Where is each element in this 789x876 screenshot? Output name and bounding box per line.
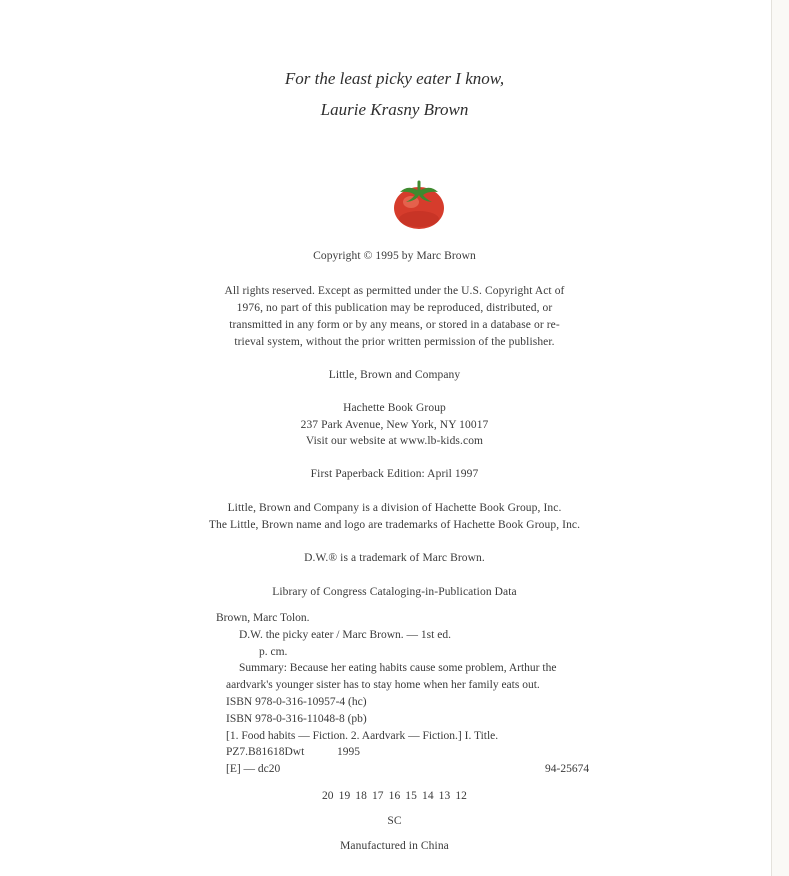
cip-heading: Library of Congress Cataloging-in-Publication Data [272, 586, 517, 598]
cip-isbn-pb: ISBN 978-0-316-11048-8 (pb) [226, 713, 367, 725]
division-line-1: Little, Brown and Company is a division of Hachette Book Group, Inc. [227, 502, 562, 514]
address-line-1: Hachette Book Group [343, 402, 446, 414]
rights-line-1: All rights reserved. Except as permitted under the U.S. Copyright Act of [224, 285, 565, 297]
cip-isbn-hc: ISBN 978-0-316-10957-4 (hc) [226, 696, 367, 708]
publisher-name: Little, Brown and Company [328, 369, 461, 381]
manufactured-line: Manufactured in China [340, 840, 449, 852]
cip-summary-1: Summary: Because her eating habits cause some problem, Arthur the [239, 662, 557, 674]
tomato-icon [388, 172, 450, 232]
dedication-line-2: Laurie Krasny Brown [320, 100, 469, 119]
cip-pages: p. cm. [259, 646, 288, 658]
cip-lccn: 94-25674 [545, 763, 590, 775]
address-line-2: 237 Park Avenue, New York, NY 10017 [300, 419, 489, 431]
printing-line: 20 19 18 17 16 15 14 13 12 [321, 790, 468, 802]
printer-code: SC [387, 815, 402, 827]
trademark-line: D.W.® is a trademark of Marc Brown. [304, 552, 485, 564]
rights-line-3: transmitted in any form or by any means, or stored in a database or re- [229, 319, 560, 331]
cip-title: D.W. the picky eater / Marc Brown. — 1st ed. [239, 629, 451, 641]
copyright-line: Copyright © 1995 by Marc Brown [313, 250, 476, 262]
website-line: Visit our website at www.lb-kids.com [305, 435, 484, 447]
division-line-2: The Little, Brown name and logo are trademarks of Hachette Book Group, Inc. [208, 519, 581, 531]
edition-line: First Paperback Edition: April 1997 [310, 468, 479, 480]
rights-line-4: trieval system, without the prior written permission of the publisher. [234, 336, 555, 348]
dedication-line-1: For the least picky eater I know, [284, 69, 505, 88]
cip-call-number: PZ7.B81618Dwt [226, 746, 305, 758]
rights-line-2: 1976, no part of this publication may be reproduced, distributed, or [236, 302, 553, 314]
cip-summary-2: aardvark's younger sister has to stay home when her family eats out. [226, 679, 540, 691]
cip-year: 1995 [337, 746, 360, 758]
cip-author: Brown, Marc Tolon. [216, 612, 310, 624]
cip-dewey: [E] — dc20 [226, 763, 281, 775]
cip-subjects: [1. Food habits — Fiction. 2. Aardvark — Fiction.] I. Title. [226, 730, 499, 742]
